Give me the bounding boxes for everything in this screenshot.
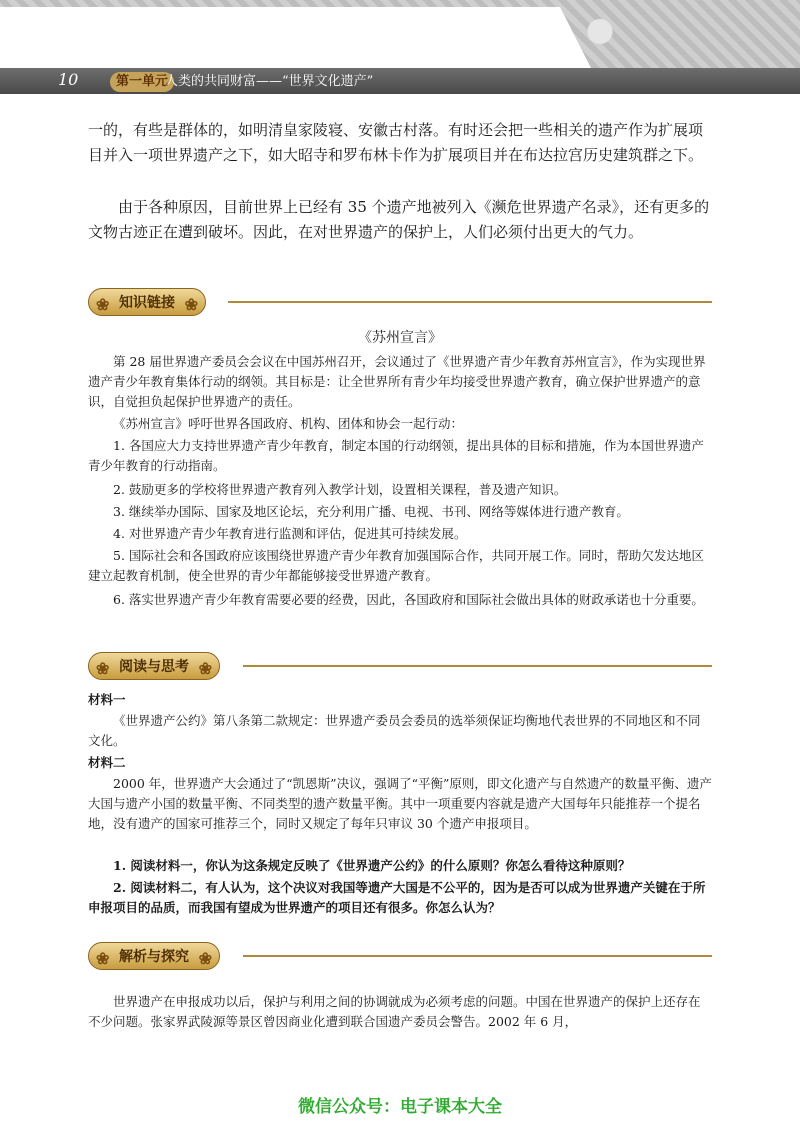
section-rule bbox=[243, 665, 712, 667]
section-analysis bbox=[88, 942, 712, 970]
section-rule bbox=[243, 955, 712, 957]
page-number: 10 bbox=[58, 70, 79, 89]
knowledge-paragraph: 第 28 届世界遗产委员会会议在中国苏州召开，会议通过了《世界遗产青少年教育苏州宣言》，作为实现世界遗产青少年教育集体行动的纲领。其目标是：让全世界所有青少年均接受世界遗产教育，确立保护世界遗产的意识，自觉担负起保护世界遗产的责任。 bbox=[88, 354, 706, 409]
section-label: ❀ 阅读与思考 ❀ bbox=[88, 652, 220, 680]
material-text: 2000 年，世界遗产大会通过了“凯恩斯”决议，强调了“平衡”原则，即文化遗产与自然遗产的数量平衡、遗产大国与遗产小国的数量平衡、不同类型的遗产数量平衡。其中一项重要内容就是遗产大国每年只能推荐一个提名地，没有遗产的国家可推荐三个，同时又规定了每年只审议 30 个遗产申报项目。 bbox=[88, 776, 712, 831]
header-decorative-pattern bbox=[0, 0, 800, 70]
knowledge-list-item: 5. 国际社会和各国政府应该围绕世界遗产青少年教育加强国际合作，共同开展工作。同时，帮助欠发达地区建立起教育机制，使全世界的青少年都能够接受世界遗产教育。 bbox=[88, 548, 704, 583]
knowledge-list-item: 1. 各国应大力支持世界遗产青少年教育，制定本国的行动纲领，提出具体的目标和措施，作为本国世界遗产青少年教育的行动指南。 bbox=[88, 438, 704, 473]
question: 1. 阅读材料一，你认为这条规定反映了《世界遗产公约》的什么原则？你怎么看待这种原则？ bbox=[113, 858, 631, 873]
knowledge-paragraph: 《苏州宣言》呼吁世界各国政府、机构、团体和协会一起行动： bbox=[113, 416, 464, 431]
page-header bbox=[0, 0, 800, 100]
unit-badge: 第一单元 bbox=[110, 72, 174, 92]
running-title: 人类的共同财富——“世界文化遗产” bbox=[165, 74, 374, 89]
section-reading-thinking bbox=[88, 652, 712, 680]
material-title: 材料一 bbox=[88, 692, 126, 707]
section-label: ❀ 解析与探究 ❀ bbox=[88, 942, 220, 970]
body-paragraph: 一的，有些是群体的，如明清皇家陵寝、安徽古村落。有时还会把一些相关的遗产作为扩展项目并入一项世界遗产之下，如大昭寺和罗布林卡作为扩展项目并在布达拉宫历史建筑群之下。 bbox=[88, 121, 704, 164]
knowledge-title: 《苏州宣言》 bbox=[358, 330, 442, 346]
wechat-watermark: 微信公众号：电子课本大全 bbox=[298, 1097, 502, 1117]
knowledge-list-item: 6. 落实世界遗产青少年教育需要必要的经费，因此，各国政府和国际社会做出具体的财政承诺也十分重要。 bbox=[113, 592, 704, 607]
section-rule bbox=[228, 301, 712, 303]
knowledge-list-item: 4. 对世界遗产青少年教育进行监测和评估，促进其可持续发展。 bbox=[113, 526, 467, 541]
knowledge-list-item: 2. 鼓励更多的学校将世界遗产教育列入教学计划，设置相关课程，普及遗产知识。 bbox=[113, 482, 567, 497]
question: 2. 阅读材料二，有人认为，这个决议对我国等遗产大国是不公平的，因为是否可以成为世界遗产关键在于所申报项目的品质，而我国有望成为世界遗产的项目还有很多。你怎么认为？ bbox=[88, 880, 706, 915]
section-knowledge-link bbox=[88, 288, 712, 316]
analysis-paragraph: 世界遗产在申报成功以后，保护与利用之间的协调就成为必须考虑的问题。中国在世界遗产的保护上还存在不少问题。张家界武陵源等景区曾因商业化遭到联合国遗产委员会警告。2002 年 6 月， bbox=[88, 994, 701, 1029]
material-text: 《世界遗产公约》第八条第二款规定：世界遗产委员会委员的选举须保证均衡地代表世界的不同地区和不同文化。 bbox=[88, 713, 701, 748]
body-paragraph: 由于各种原因，目前世界上已经有 35 个遗产地被列入《濒危世界遗产名录》，还有更多的文物古迹正在遭到破坏。因此，在对世界遗产的保护上，人们必须付出更大的气力。 bbox=[88, 198, 710, 241]
material-title: 材料二 bbox=[88, 755, 126, 770]
knowledge-list-item: 3. 继续举办国际、国家及地区论坛，充分利用广播、电视、书刊、网络等媒体进行遗产教育。 bbox=[113, 504, 629, 519]
section-label: ❀ 知识链接 ❀ bbox=[88, 288, 206, 316]
